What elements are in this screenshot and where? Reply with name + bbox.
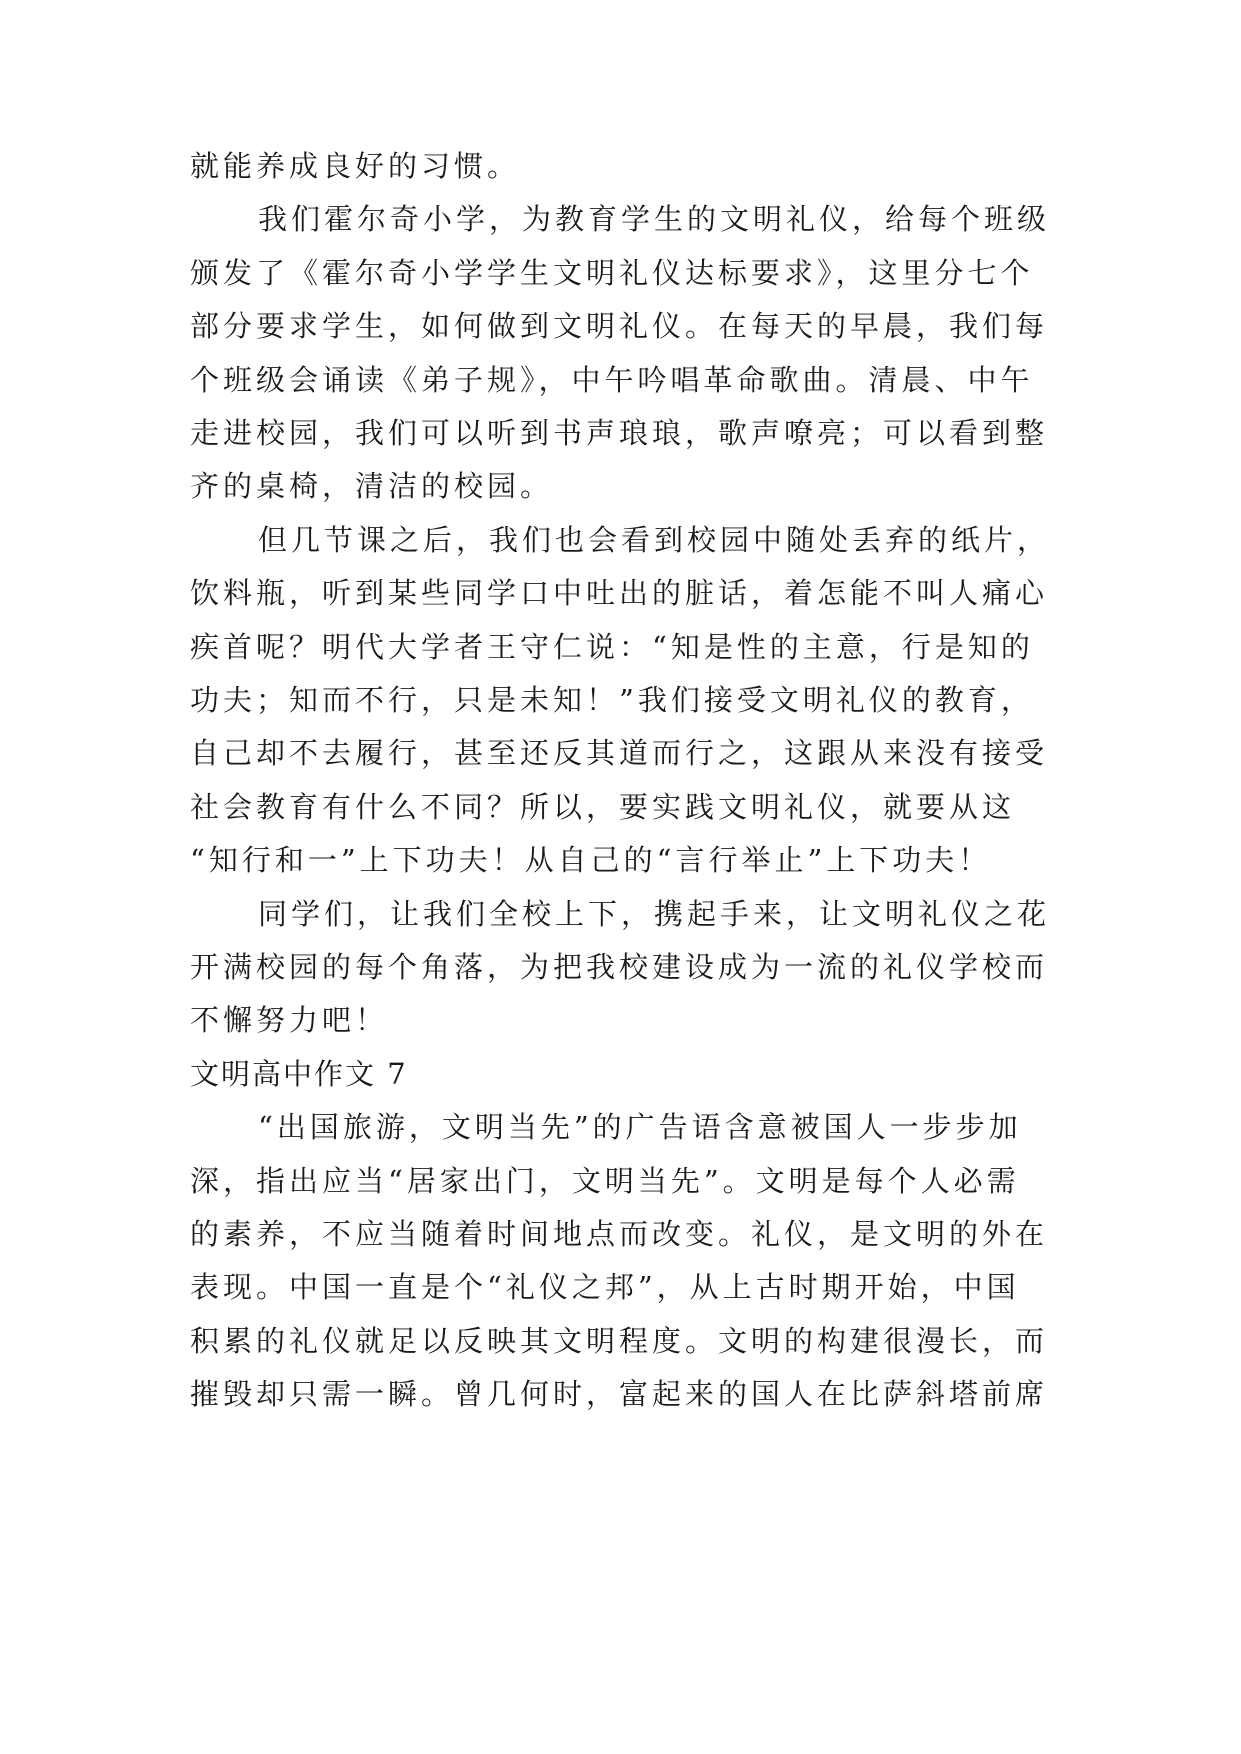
paragraph-start-line: 同学们，让我们全校上下，携起手来，让文明礼仪之花	[258, 897, 1051, 931]
paragraph-start-line: 我们霍尔奇小学，为教育学生的文明礼仪，给每个班级	[258, 202, 1051, 236]
text-line: 饮料瓶，听到某些同学口中吐出的脏话，着怎能不叫人痛心	[190, 576, 1049, 610]
text-line: 自己却不去履行，甚至还反其道而行之，这跟从来没有接受	[190, 736, 1049, 770]
text-line: 摧毁却只需一瞬。曾几何时，富起来的国人在比萨斜塔前席	[190, 1377, 1049, 1411]
text-line: 走进校园，我们可以听到书声琅琅，歌声嘹亮；可以看到整	[190, 416, 1049, 450]
text-line: 开满校园的每个角落，为把我校建设成为一流的礼仪学校而	[190, 950, 1049, 984]
text-line: 深，指出应当“居家出门，文明当先”。文明是每个人必需	[190, 1164, 1020, 1198]
text-line: 功夫；知而不行，只是未知！”我们接受文明礼仪的教育，	[190, 683, 1034, 717]
paragraph-start-line: “出国旅游，文明当先”的广告语含意被国人一步步加	[258, 1110, 1022, 1144]
text-line: 就能养成良好的习惯。	[190, 149, 521, 183]
text-line: “知行和一”上下功夫！从自己的“言行举止”上下功夫！	[190, 843, 992, 877]
paragraph-start-line: 但几节课之后，我们也会看到校园中随处丢弃的纸片，	[258, 523, 1051, 557]
text-line: 颁发了《霍尔奇小学学生文明礼仪达标要求》，这里分七个	[190, 256, 1034, 290]
text-line: 个班级会诵读《弟子规》，中午吟唱革命歌曲。清晨、中午	[190, 363, 1034, 397]
text-line: 部分要求学生，如何做到文明礼仪。在每天的早晨，我们每	[190, 309, 1049, 343]
text-line: 表现。中国一直是个“礼仪之邦”，从上古时期开始，中国	[190, 1270, 1020, 1304]
text-line: 齐的桌椅，清洁的校园。	[190, 469, 554, 503]
text-line: 积累的礼仪就足以反映其文明程度。文明的构建很漫长，而	[190, 1324, 1049, 1358]
text-line: 的素养，不应当随着时间地点而改变。礼仪，是文明的外在	[190, 1217, 1049, 1251]
text-line: 疾首呢？明代大学者王守仁说：“知是性的主意，行是知的	[190, 630, 1034, 664]
section-heading: 文明高中作文 7	[190, 1057, 408, 1091]
text-line: 社会教育有什么不同？所以，要实践文明礼仪，就要从这	[190, 790, 1016, 824]
text-line: 不懈努力吧！	[190, 1003, 389, 1037]
